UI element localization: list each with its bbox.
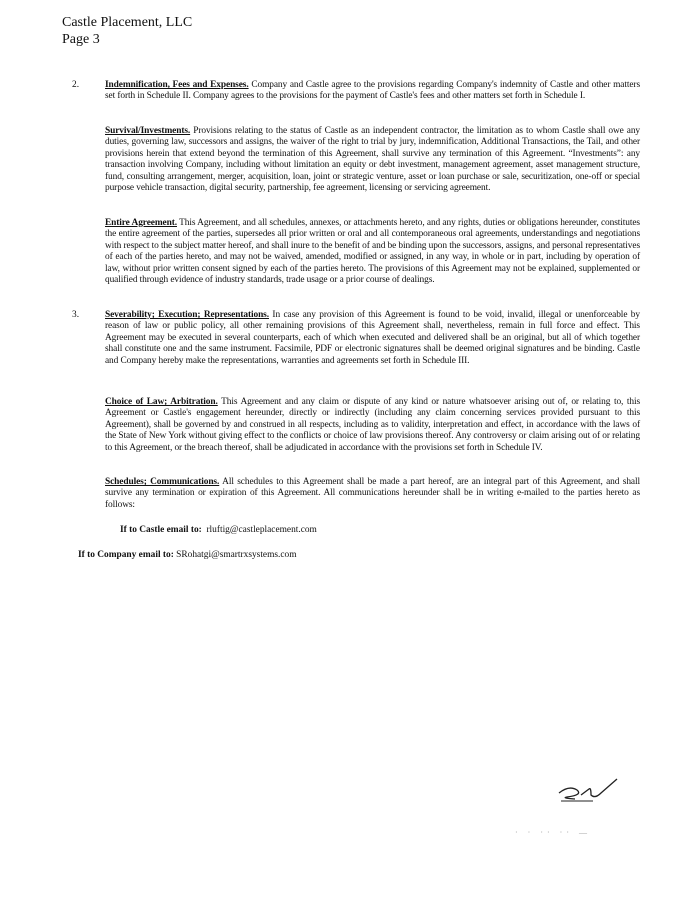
section-choice-of-law: [105, 397, 640, 454]
section-heading: Indemnification, Fees and Expenses.: [105, 80, 249, 90]
section-schedules: [105, 477, 640, 511]
initials-signature: [555, 775, 635, 805]
section-number: 2.: [72, 80, 80, 90]
section-text: In case any provision of this Agreement is found to be void, invalid, illegal or unenforceable by reason of law or public policy, all other remaining provisions of this Agreement shall, nevertheless, remain in full force and effect. This Agreement may be executed in several counterparts, each of which when executed and delivered shall be an original, but all of which together shall constitute one and the same instrument. Facsimile, PDF or electronic signatures shall be deemed original signatures and be binding. Castle and Company hereby make the representations, warranties and agreements set forth in Schedule III.: [105, 310, 640, 366]
company-name: Castle Placement, LLC: [62, 15, 193, 30]
section-number: 3.: [72, 310, 80, 320]
section-text: Company and Castle agree to the provisions regarding Company's indemnity of Castle and other matters set forth in Schedule II. Company agrees to the provisions for the payment of Castle's fees and other matters set forth in Schedule I.: [105, 80, 641, 102]
castle-contact: [120, 525, 317, 535]
section-heading: Entire Agreement.: [105, 218, 177, 228]
scan-artifact-dots: · · ·· ·· —: [515, 828, 591, 837]
castle-email-label: If to Castle email to:: [120, 525, 202, 535]
section-entire-agreement: [105, 218, 640, 286]
page-number: Page 3: [62, 32, 100, 47]
section-indemnification: [105, 80, 640, 103]
section-text: Provisions relating to the status of Castle as an independent contractor, the limitation as to whom Castle shall owe any duties, governing law, successors and assigns, the waiver of the right to trial by jury, indemnification, Additional Transactions, the Tail, and other provisions herein that extend beyond the termination of this Agreement, shall survive any termination of this Agreement. “Investments”: any transaction involving Company, including without limitation an equity or debt investment, management agreement, asset management structure, fund, consulting arrangement, merger, acquisition, loan, joint or strategic venture, asset or loan purchase or sale, securitization, one-off or special purpose vehicle transaction, digital security, partnership, fee agreement, licensing or servicing agreement.: [105, 126, 640, 194]
section-heading: Severability; Execution; Representations.: [105, 310, 269, 320]
page-header: [62, 14, 192, 48]
section-text: This Agreement and any claim or dispute of any kind or nature whatsoever arising out of, or relating to, this Agreement or Castle's engagement hereunder, directly or indirectly (including any claim concerning services provided pursuant to this Agreement), shall be governed by and construed in all respects, including as to validity, interpretation and effect, in accordance with the laws of the State of New York without giving effect to the conflicts or choice of law provisions thereof. Any controversy or claim arising out of or relating to this Agreement, or the breach thereof, shall be adjudicated in accordance with the provisions set forth in Schedule IV.: [105, 397, 641, 453]
section-text: All schedules to this Agreement shall be made a part hereof, are an integral part of this Agreement, and shall survive any termination or expiration of this Agreement. All communications hereunder shall be in writing e-mailed to the parties hereto as follows:: [105, 477, 640, 510]
company-contact: [78, 550, 297, 560]
section-heading: Choice of Law; Arbitration.: [105, 397, 218, 407]
section-severability: [105, 310, 640, 367]
section-heading: Survival/Investments.: [105, 126, 191, 136]
section-heading: Schedules; Communications.: [105, 477, 220, 487]
castle-email: rluftig@castleplacement.com: [206, 525, 317, 535]
section-text: This Agreement, and all schedules, annexes, or attachments hereto, and any rights, duties or obligations hereunder, constitutes the entire agreement of the parties, supersedes all prior written or oral and all contemporaneous oral agreements, understandings and negotiations with respect to the subject matter hereof, and shall inure to the benefit of and be binding upon the successors, assigns, and personal representatives of each of the parties hereto, and may not be waived, amended, modified or assigned, in any way, in whole or in part, including by operation of law, without prior written consent signed by each of the parties hereto. The provisions of this Agreement may not be explained, supplemented or qualified through evidence of industry standards, trade usage or a prior course of dealings.: [105, 218, 640, 286]
company-email-label: If to Company email to:: [78, 550, 174, 560]
company-email: SRohatgi@smartrxsystems.com: [176, 550, 297, 560]
section-survival: [105, 126, 640, 194]
